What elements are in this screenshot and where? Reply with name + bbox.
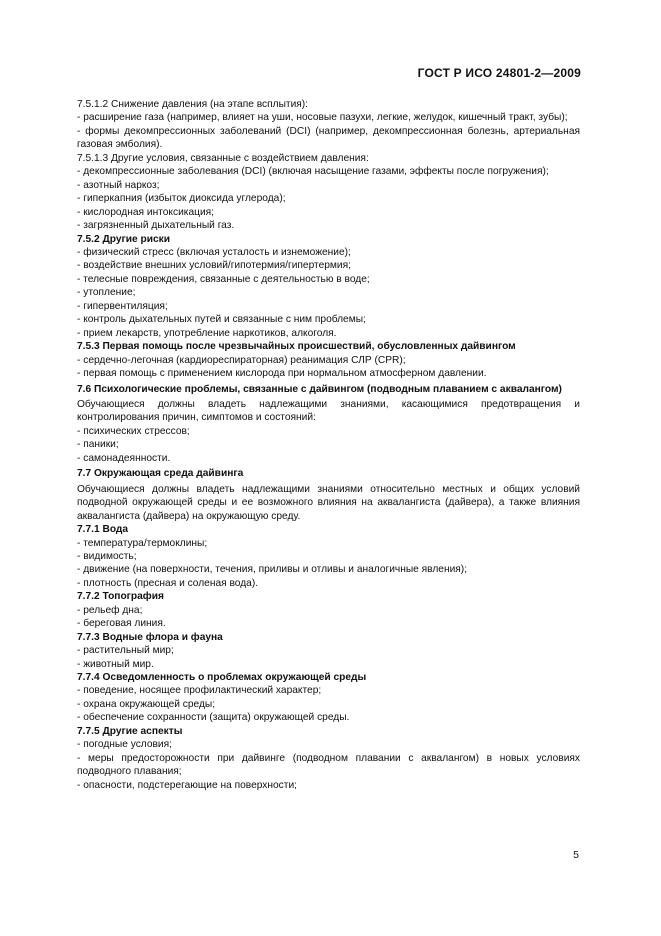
list-item: - прием лекарств, употребление наркотиков, алкоголя.	[77, 327, 337, 339]
list-item: - контроль дыхательных путей и связанные с ним проблемы;	[77, 314, 366, 326]
list-item: - береговая линия.	[77, 618, 166, 630]
list-item: - самонадеянности.	[77, 452, 171, 464]
list-item: - первая помощь с применением кислорода при нормальном атмосферном давлении.	[77, 368, 487, 380]
list-item: - гипервентиляция;	[77, 300, 168, 312]
subclause-7-5-1-3: 7.5.1.3 Другие условия, связанные с воздействием давления:	[77, 152, 369, 164]
subclause-7-5-1-2: 7.5.1.2 Снижение давления (на этапе всплытия):	[77, 99, 309, 110]
page-number: 5	[573, 849, 579, 861]
list-item: - поведение, носящее профилактический характер;	[77, 685, 322, 697]
list-item: - растительный мир;	[77, 645, 174, 657]
list-item: - плотность (пресная и соленая вода).	[77, 577, 259, 589]
list-item: - декомпрессионные заболевания (DCI) (включая насыщение газами, эффекты после погружения);	[77, 166, 549, 178]
heading-7-5-2: 7.5.2 Другие риски	[77, 233, 171, 245]
heading-7-6: 7.6 Психологические проблемы, связанные с дайвингом (подводным плаванием с аквалангом)	[77, 383, 562, 395]
list-item: - формы декомпрессионных заболеваний (DCI) (например, декомпрессионная болезнь, артериальная газовая эмболия).	[77, 125, 580, 151]
list-item: - температура/термоклины;	[77, 537, 208, 549]
list-item: - паники;	[77, 439, 119, 451]
list-item: - воздействие внешних условий/гипотермия/гипертермия;	[77, 260, 351, 272]
list-item: - видимость;	[77, 550, 137, 562]
list-item: - охрана окружающей среды;	[77, 698, 216, 710]
heading-7-7-5: 7.7.5 Другие аспекты	[77, 725, 183, 737]
heading-7-7-4: 7.7.4 Осведомленность о проблемах окружающей среды	[77, 672, 367, 684]
list-item: - азотный наркоз;	[77, 179, 160, 191]
list-item: - опасности, подстерегающие на поверхности;	[77, 779, 297, 791]
list-item: - животный мир.	[77, 658, 154, 670]
heading-7-7-3: 7.7.3 Водные флора и фауна	[77, 631, 223, 643]
list-item: - меры предосторожности при дайвинге (подводном плавании с аквалангом) в новых условиях подводного плавания;	[77, 752, 580, 778]
heading-7-7-1: 7.7.1 Вода	[77, 524, 129, 536]
paragraph: Обучающиеся должны владеть надлежащими знаниями, касающимися предотвращения и контролирования причин, симптомов и состояний:	[77, 398, 580, 424]
list-item: - погодные условия;	[77, 739, 172, 751]
list-item: - сердечно-легочная (кардиореспираторная) реанимация СЛР (CPR);	[77, 354, 406, 366]
list-item: - рельеф дна;	[77, 604, 143, 616]
list-item: - утопление;	[77, 287, 136, 299]
list-item: - загрязненный дыхательный газ.	[77, 220, 235, 232]
document-header: ГОСТ Р ИСО 24801-2—2009	[417, 66, 581, 80]
list-item: - движение (на поверхности, течения, приливы и отливы и аналогичные явления);	[77, 564, 468, 576]
list-item: - расширение газа (например, влияет на уши, носовые пазухи, легкие, желудок, кишечный тракт, зубы);	[77, 112, 568, 124]
document-body	[58, 98, 580, 792]
list-item: - обеспечение сохранности (защита) окружающей среды.	[77, 712, 350, 724]
heading-7-5-3: 7.5.3 Первая помощь после чрезвычайных происшествий, обусловленных дайвингом	[77, 341, 516, 353]
list-item: - гиперкапния (избыток диоксида углерода);	[77, 193, 286, 205]
paragraph: Обучающиеся должны владеть надлежащими знаниями относительно местных и общих условий подводной окружающей среды и ее возможного влияния на аквалангиста (дайвера), а также влияния аквалангиста (дайвера) на окружающую среду.	[77, 483, 580, 522]
list-item: - кислородная интоксикация;	[77, 206, 214, 218]
list-item: - телесные повреждения, связанные с деятельностью в воде;	[77, 273, 370, 285]
list-item: - психических стрессов;	[77, 425, 190, 437]
list-item: - физический стресс (включая усталость и изнеможение);	[77, 246, 351, 258]
heading-7-7: 7.7 Окружающая среда дайвинга	[77, 468, 244, 480]
heading-7-7-2: 7.7.2 Топография	[77, 591, 164, 603]
